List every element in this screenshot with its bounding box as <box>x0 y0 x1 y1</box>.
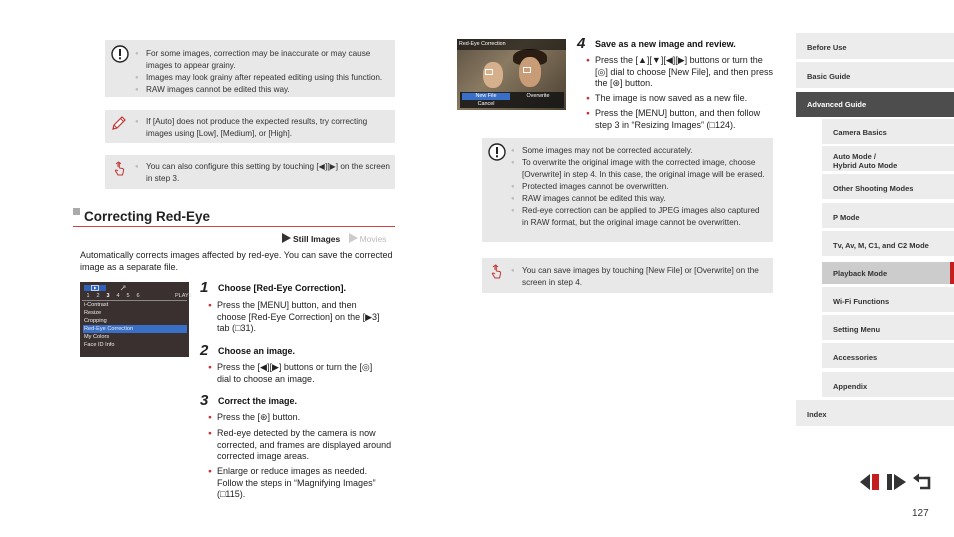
sidebar-item-other-shooting-modes[interactable] <box>822 174 954 199</box>
correction-frame <box>485 69 493 75</box>
mode-indicator <box>282 233 387 245</box>
sidebar-item-label: Other Shooting Modes <box>833 184 914 193</box>
step-number: 3 <box>200 392 209 409</box>
new-file-option: New File <box>462 93 510 100</box>
step-number: 1 <box>200 279 209 296</box>
play-icon <box>349 233 358 243</box>
sidebar-item-label: Camera Basics <box>833 128 887 137</box>
tab-number: 6 <box>136 293 140 299</box>
red-eye-photo-screenshot <box>457 39 566 110</box>
correction-frame <box>523 67 531 73</box>
camera-menu-item: My Colors <box>84 334 110 340</box>
step-bullet: ● Red-eye detected by the camera is now corrected, and frames are displayed around corrected image areas. <box>208 428 393 463</box>
step-bullet: ● Press the [◀][▶] buttons or turn the [◎] dial to choose an image. <box>208 362 388 385</box>
sidebar-item-label: Auto Mode / <box>833 152 876 161</box>
camera-menu-item: Resize <box>84 310 102 316</box>
save-menu <box>460 92 564 108</box>
pencil-icon <box>110 114 128 132</box>
intro-text: Automatically corrects images affected by red-eye. You can save the corrected image as a separate file. <box>80 250 393 272</box>
sidebar-item-basic-guide[interactable] <box>796 62 954 88</box>
sidebar-item-label: Tv, Av, M, C1, and C2 Mode <box>833 241 929 250</box>
sidebar-item-label: Basic Guide <box>807 72 851 81</box>
touch-icon <box>487 262 505 282</box>
step-heading: Choose [Red-Eye Correction]. <box>218 283 347 293</box>
step-heading: Correct the image. <box>218 396 298 406</box>
sidebar-item-label: Before Use <box>807 43 847 52</box>
cancel-option: Cancel <box>477 101 495 107</box>
caution-item: ● RAW images cannot be edited this way. <box>135 84 390 96</box>
sidebar-item-label: Appendix <box>833 382 868 391</box>
sidebar-item-before-use[interactable] <box>796 33 954 59</box>
tab-number: 3 <box>106 293 110 299</box>
playback-tab-icon <box>91 285 99 291</box>
caution-item: ● Some images may not be corrected accurately. <box>511 145 768 157</box>
wrench-tab-icon <box>120 285 126 291</box>
caution-item: ● To overwrite the original image with the corrected image, choose [Overwrite] in step 4. In this case, the original image will be erased. <box>511 157 768 181</box>
sidebar-item-advanced-guide[interactable] <box>796 92 954 117</box>
sidebar-item-playback-mode[interactable] <box>822 262 954 284</box>
section-title-text: Correcting Red-Eye <box>84 209 211 224</box>
tab-number: 5 <box>126 293 130 299</box>
caution-item: ● RAW images cannot be edited this way. <box>511 193 768 205</box>
touch-icon <box>110 159 128 179</box>
step-number: 4 <box>577 35 586 52</box>
touch-item: ● You can also configure this setting by touching [◀][▶] on the screen in step 3. <box>135 161 390 185</box>
caution-item: ● Protected images cannot be overwritten. <box>511 181 768 193</box>
section-title <box>73 207 395 227</box>
sidebar-item-label: Setting Menu <box>833 325 881 334</box>
sidebar-item-label: Playback Mode <box>833 269 888 278</box>
sidebar-item-label: Wi-Fi Functions <box>833 297 890 306</box>
sidebar-item-auto-mode[interactable] <box>822 146 954 171</box>
section-marker <box>73 208 80 215</box>
sidebar-item-label: Accessories <box>833 353 878 362</box>
tab-numbers <box>83 293 192 299</box>
camera-menu-screenshot <box>80 282 192 357</box>
tip-note <box>105 110 395 143</box>
sidebar-item-label: Hybrid Auto Mode <box>833 161 898 170</box>
sidebar-item-label: Index <box>807 410 827 419</box>
sidebar-item-appendix[interactable] <box>822 372 954 397</box>
caution-note <box>105 40 395 97</box>
photo-bar-label: Red-Eye Correction <box>459 41 506 47</box>
step-bullet: ● Press the [▲][▼][◀][▶] buttons or turn the [◎] dial to choose [New File], and then press the [⊛] button. <box>586 55 776 90</box>
caution-item: ● For some images, correction may be inaccurate or may cause images to appear grainy. <box>135 48 390 72</box>
play-tab-label: PLAY3 <box>175 293 192 299</box>
play-icon <box>282 233 291 243</box>
page-number: 127 <box>912 508 929 519</box>
sidebar-item-accessories[interactable] <box>822 343 954 368</box>
caution-item: ● Images may look grainy after repeated editing using this function. <box>135 72 390 84</box>
sidebar-item-label: P Mode <box>833 213 860 222</box>
previous-page-icon[interactable] <box>858 472 882 492</box>
tab-number: 2 <box>96 293 100 299</box>
sidebar-item-label: Advanced Guide <box>807 100 867 109</box>
tab-number: 4 <box>116 293 120 299</box>
step-bullet: ● Press the [⊛] button. <box>208 412 393 424</box>
return-icon[interactable] <box>912 472 934 492</box>
step-heading: Save as a new image and review. <box>595 39 736 49</box>
camera-menu-item: Cropping <box>84 318 107 324</box>
step-number: 2 <box>200 342 209 359</box>
sidebar-item-wifi-functions[interactable] <box>822 287 954 312</box>
touch-note <box>482 258 773 293</box>
active-section-marker <box>950 262 954 284</box>
sidebar-item-setting-menu[interactable] <box>822 315 954 340</box>
step-bullet: ● The image is now saved as a new file. <box>586 93 776 105</box>
overwrite-option: Overwrite <box>526 93 550 99</box>
person-face <box>483 62 503 88</box>
touch-note <box>105 155 395 189</box>
sidebar-item-p-mode[interactable] <box>822 203 954 228</box>
page-navigation <box>858 472 934 492</box>
still-images-label: Still Images <box>293 234 341 244</box>
caution-item: ● Red-eye correction can be applied to JPEG images also captured in RAW format, but the original image cannot be overwritten. <box>511 205 768 229</box>
tip-item: ● If [Auto] does not produce the expected results, try correcting images using [Low], [Medium], or [High]. <box>135 116 390 140</box>
camera-menu-item: Face ID Info <box>84 342 115 348</box>
caution-icon <box>488 143 506 161</box>
step-bullet: ● Press the [MENU] button, and then follow step 3 in “Resizing Images” (□124). <box>586 108 776 131</box>
movies-label: Movies <box>359 234 387 244</box>
next-page-icon[interactable] <box>886 472 908 492</box>
step-heading: Choose an image. <box>218 346 296 356</box>
step-bullet: ● Enlarge or reduce images as needed. Follow the steps in “Magnifying Images” (□115). <box>208 466 393 501</box>
camera-menu-item: i-Contrast <box>84 302 109 308</box>
caution-note <box>482 138 773 242</box>
sidebar-item-tv-av-m-mode[interactable] <box>822 231 954 256</box>
caution-icon <box>111 45 129 63</box>
camera-menu-item-selected: Red-Eye Correction <box>83 325 187 333</box>
step-bullet: ● Press the [MENU] button, and then choose [Red-Eye Correction] on the [▶3] tab (□31). <box>208 300 388 335</box>
tab-number: 1 <box>86 293 90 299</box>
sidebar-item-index[interactable] <box>796 400 954 426</box>
touch-item: ● You can save images by touching [New File] or [Overwrite] on the screen in step 4. <box>511 265 768 289</box>
sidebar-item-camera-basics[interactable] <box>822 119 954 144</box>
